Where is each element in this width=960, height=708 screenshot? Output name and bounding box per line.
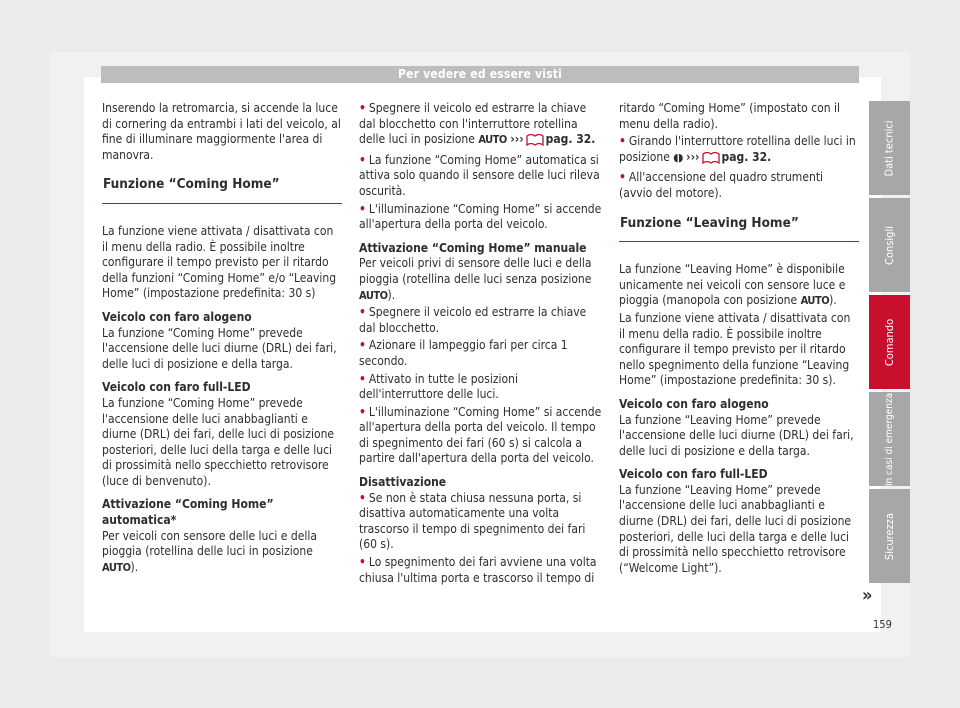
side-tab-consigli[interactable]: Consigli bbox=[869, 198, 910, 292]
auto-symbol: AUTO bbox=[359, 288, 388, 302]
bullet-icon: • bbox=[359, 201, 366, 216]
auto-symbol: AUTO bbox=[800, 294, 830, 308]
subheading-full-led: Veicolo con faro full-LED bbox=[619, 467, 768, 482]
paragraph: La funzione “Leaving Home” è disponibile unicamente nei veicoli con sensore luce e pioggia (manopola con posizione AUTO). bbox=[619, 262, 846, 308]
column-1 bbox=[102, 101, 342, 583]
bullet-icon: • bbox=[359, 371, 366, 386]
paragraph: Per veicoli con sensore delle luci e della pioggia (rotellina delle luci in posizione AUTO). bbox=[102, 528, 317, 574]
light-position-icon: ◖◗ bbox=[673, 150, 683, 164]
paragraph: La funzione “Coming Home” prevede l'accensione delle luci anabbaglianti e diurne (DRL) dei fari, delle luci di posizione posteriori, delle luci della targa e delle luci di prossimità nello specchietto retrovisore (luce di benvenuto). bbox=[102, 395, 335, 488]
list-item: • La funzione “Coming Home” automatica si attiva solo quando il sensore delle luci rileva oscurità. bbox=[359, 152, 600, 198]
page-reference-link[interactable]: pag. 32. bbox=[721, 149, 772, 164]
subheading-auto: Attivazione “Coming Home” automatica* bbox=[102, 497, 274, 528]
paragraph: La funzione viene attivata / disattivata con il menu della radio. È possibile inoltre configurare il tempo previsto per il ritardo della funzioni “Coming Home” e/o “Leaving Home” (impostazione predefinita: 30 s) bbox=[102, 223, 337, 301]
list-item: • Girando l'interruttore rotellina delle luci in posizione ◖◗ ››› pag. 32. bbox=[619, 134, 859, 168]
subheading-manuale: Attivazione “Coming Home” manuale bbox=[359, 240, 587, 255]
book-reference-icon bbox=[526, 132, 544, 151]
auto-symbol: AUTO bbox=[478, 133, 507, 147]
paragraph: ritardo “Coming Home” (impostato con il menu della radio). bbox=[619, 101, 840, 131]
page-header: Per vedere ed essere visti bbox=[101, 66, 859, 83]
bullet-icon: • bbox=[619, 134, 626, 149]
list-item: • Azionare il lampeggio fari per circa 1 secondo. bbox=[359, 338, 568, 368]
bullet-icon: • bbox=[619, 170, 626, 185]
subheading-alogeno: Veicolo con faro alogeno bbox=[619, 396, 769, 411]
side-tab-comando[interactable]: Comando bbox=[869, 295, 910, 389]
side-tab-emergenza[interactable]: In casi di emergenza bbox=[869, 392, 910, 486]
side-tab-dati-tecnici[interactable]: Dati tecnici bbox=[869, 101, 910, 195]
page-reference-link[interactable]: pag. 32. bbox=[545, 132, 596, 147]
arrows-icon: ››› bbox=[510, 132, 524, 147]
bullet-icon: • bbox=[359, 338, 366, 353]
continue-arrow-icon: » bbox=[862, 585, 873, 606]
paragraph: La funzione “Leaving Home” prevede l'accensione delle luci anabbaglianti e diurne (DRL) dei fari, delle luci di posizione posteriori, delle luci della targa e delle luci di prossimità nello specchietto retrovisore (“Welcome Light”). bbox=[619, 482, 852, 575]
list-item: • L'illuminazione “Coming Home” si accende all'apertura della porta del veicolo. Il tempo di spegnimento dei fari (60 s) si calcola a partire dall'apertura della porta del veicolo. bbox=[359, 404, 602, 466]
column-3 bbox=[619, 101, 859, 584]
side-tab-sicurezza[interactable]: Sicurezza bbox=[869, 489, 910, 583]
subheading-disattivazione: Disattivazione bbox=[359, 475, 447, 490]
paragraph: Per veicoli privi di sensore delle luci e della pioggia (rotellina delle luci senza posizione AUTO). bbox=[359, 256, 592, 302]
paragraph: La funzione viene attivata / disattivata con il menu della radio. È possibile inoltre configurare il tempo previsto per il ritardo nello spegnimento della funzione “Leaving Home” (impostazione predefinita: 30 s). bbox=[619, 310, 851, 388]
bullet-icon: • bbox=[359, 152, 366, 167]
list-item: • Lo spegnimento dei fari avviene una volta chiusa l'ultima porta e trascorso il tempo di bbox=[359, 555, 597, 585]
section-title-leaving-home: Funzione “Leaving Home” bbox=[619, 216, 859, 243]
bullet-icon: • bbox=[359, 555, 366, 570]
intro-paragraph: Inserendo la retromarcia, si accende la luce di cornering da entrambi i lati del veicolo, al fine di illuminare maggiormente l'area di manovra. bbox=[102, 101, 341, 162]
bullet-icon: • bbox=[359, 404, 366, 419]
subheading-full-led: Veicolo con faro full-LED bbox=[102, 380, 251, 395]
list-item: • Se non è stata chiusa nessuna porta, si disattiva automaticamente una volta trascorso il tempo di spegnimento dei fari (60 s). bbox=[359, 490, 586, 552]
list-item: • L'illuminazione “Coming Home” si accende all'apertura della porta del veicolo. bbox=[359, 201, 602, 232]
paragraph: La funzione “Coming Home” prevede l'accensione delle luci diurne (DRL) dei fari, delle luci di posizione e della targa. bbox=[102, 325, 337, 371]
book-reference-icon bbox=[702, 150, 720, 169]
auto-symbol: AUTO bbox=[102, 560, 131, 574]
subheading-alogeno: Veicolo con faro alogeno bbox=[102, 309, 252, 324]
list-item: • All'accensione del quadro strumenti (avvio del motore). bbox=[619, 170, 824, 200]
bullet-icon: • bbox=[359, 101, 366, 115]
page-number: 159 bbox=[873, 618, 892, 631]
bullet-icon: • bbox=[359, 305, 366, 320]
column-2 bbox=[359, 101, 602, 588]
arrows-icon: ››› bbox=[686, 149, 700, 164]
list-item: • Spegnere il veicolo ed estrarre la chiave dal blocchetto con l'interruttore rotellina delle luci in posizione AUTO ››› pag. 32. bbox=[359, 101, 602, 151]
bullet-icon: • bbox=[359, 490, 366, 505]
list-item: • Spegnere il veicolo ed estrarre la chiave dal blocchetto. bbox=[359, 305, 587, 335]
section-title-coming-home: Funzione “Coming Home” bbox=[102, 177, 342, 204]
paragraph: La funzione “Leaving Home” prevede l'accensione delle luci diurne (DRL) dei fari, delle luci di posizione e della targa. bbox=[619, 412, 854, 458]
list-item: • Attivato in tutte le posizioni dell'interruttore delle luci. bbox=[359, 371, 518, 402]
